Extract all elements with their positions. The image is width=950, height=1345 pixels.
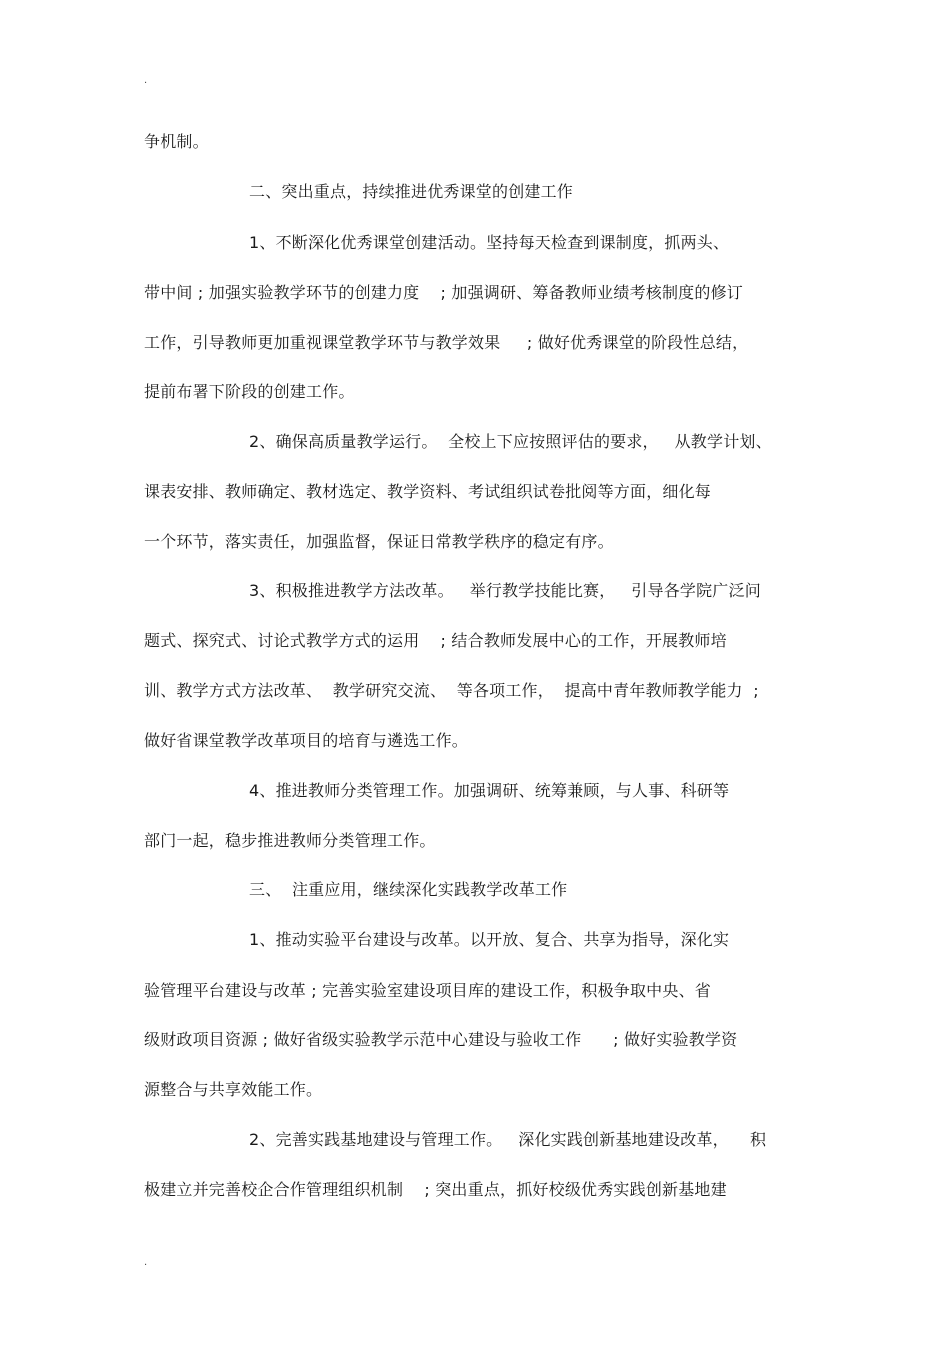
text-line: 级财政项目资源 ; 做好省级实验教学示范中心建设与验收工作 ; 做好实验教学资 <box>144 1030 738 1049</box>
text-line: 源整合与共享效能工作。 <box>144 1080 323 1099</box>
page-bottom-mark: . <box>144 1257 148 1268</box>
text-line: 课表安排、教师确定、教材选定、教学资料、考试组织试卷批阅等方面，细化每 <box>144 482 712 501</box>
text-line: 1、不断深化优秀课堂创建活动。坚持每天检查到课制度，抓两头、 <box>249 233 730 252</box>
text-line: 带中间 ; 加强实验教学环节的创建力度 ; 加强调研、筹备教师业绩考核制度的修订 <box>144 283 743 302</box>
text-line: 3、积极推进教学方法改革。 举行教学技能比赛， 引导各学院广泛问 <box>249 581 761 600</box>
text-line: 2、确保高质量教学运行。 全校上下应按照评估的要求， 从教学计划、 <box>249 432 772 451</box>
text-line: 工作，引导教师更加重视课堂教学环节与教学效果 ; 做好优秀课堂的阶段性总结， <box>144 333 749 352</box>
text-line: 验管理平台建设与改革 ; 完善实验室建设项目库的建设工作，积极争取中央、省 <box>144 981 711 1000</box>
text-line: 2、完善实践基地建设与管理工作。 深化实践创新基地建设改革， 积 <box>249 1130 767 1149</box>
text-line: 训、教学方式方法改革、 教学研究交流、 等各项工作， 提高中青年教师教学能力 ; <box>144 681 759 700</box>
text-line: 做好省课堂教学改革项目的培育与遴选工作。 <box>144 731 469 750</box>
text-line: 题式、探究式、讨论式教学方式的运用 ; 结合教师发展中心的工作，开展教师培 <box>144 631 727 650</box>
text-line: 部门一起，稳步推进教师分类管理工作。 <box>144 831 436 850</box>
text-line: 1、推动实验平台建设与改革。以开放、复合、共享为指导，深化实 <box>249 930 730 949</box>
page-top-mark: . <box>144 75 148 86</box>
text-line: 争机制。 <box>144 132 209 151</box>
text-line: 一个环节，落实责任，加强监督，保证日常教学秩序的稳定有序。 <box>144 532 614 551</box>
section-heading: 二、突出重点，持续推进优秀课堂的创建工作 <box>249 182 574 201</box>
section-heading: 三、 注重应用，继续深化实践教学改革工作 <box>249 880 568 899</box>
text-line: 极建立并完善校企合作管理组织机制 ; 突出重点，抓好校级优秀实践创新基地建 <box>144 1180 727 1199</box>
text-line: 提前布署下阶段的创建工作。 <box>144 382 355 401</box>
text-line: 4、推进教师分类管理工作。加强调研、统筹兼顾，与人事、科研等 <box>249 781 730 800</box>
